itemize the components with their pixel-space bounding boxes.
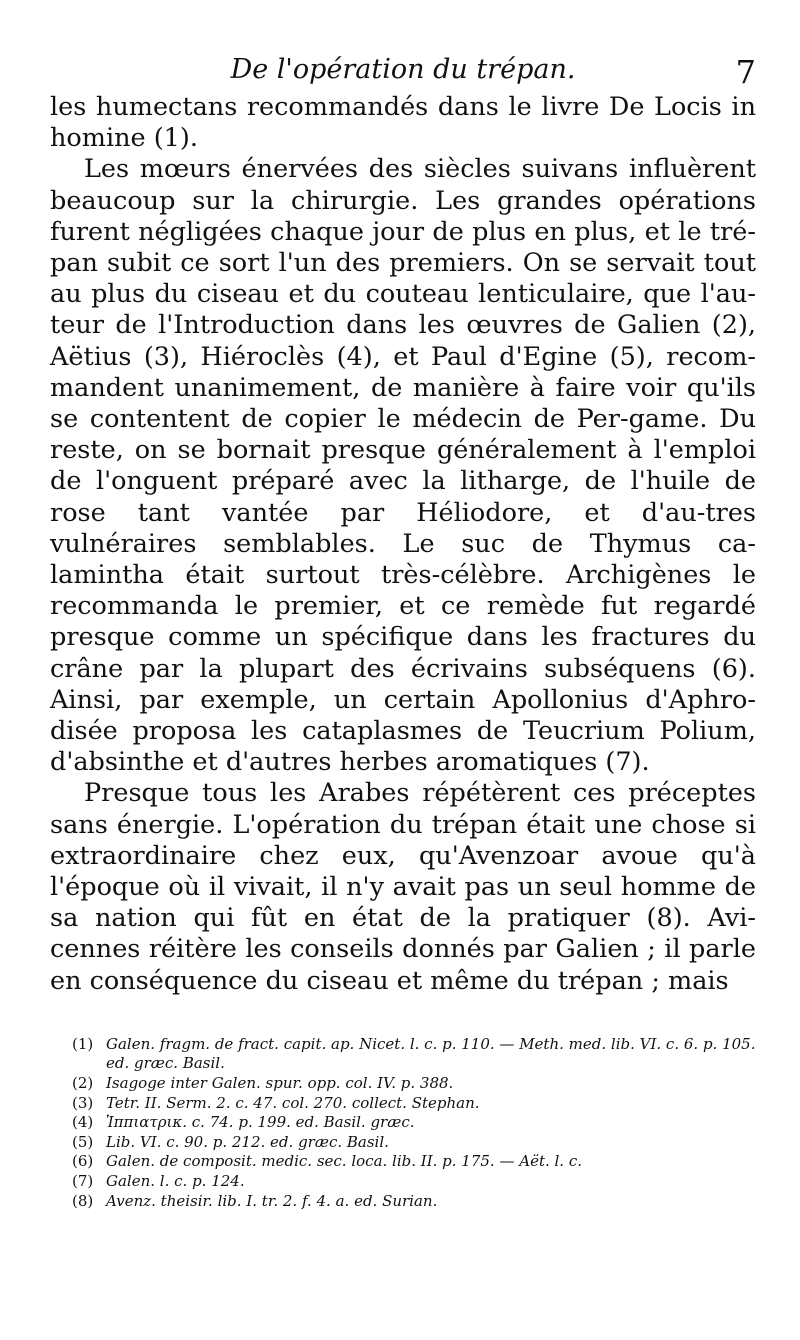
footnote-text: Isagoge inter Galen. spur. opp. col. IV. p. 388. [106,1074,454,1093]
paragraph: Les mœurs énervées des siècles suivans influèrent beaucoup sur la chirurgie. Les grandes opérations furent négligées chaque jour de plus en plus, et le tré-pan subit ce sort l'un des premiers. On se servait tout au plus du ciseau et du couteau lenticulaire, que l'au-teur de l'Introduction dans les œuvres de Galien (2), Aëtius (3), Hiéroclès (4), et Paul d'Egine (5), recom-mandent unanimement, de manière à faire voir qu'ils se contentent de copier le médecin de Per-game. Du reste, on se bornait presque généralement à l'emploi de l'onguent préparé avec la litharge, de l'huile de rose tant vantée par Héliodore, et d'au-tres vulnéraires semblables. Le suc de Thymus ca-lamintha était surtout très-célèbre. Archigènes le recommanda le premier, et ce remède fut regardé presque comme un spécifique dans les fractures du crâne par la plupart des écrivains subséquens (6). Ainsi, par exemple, un certain Apollonius d'Aphro-disée proposa les cataplasmes de Teucrium Polium, d'absinthe et d'autres herbes aromatiques (7). [50,154,756,778]
footnote-2 [72,1074,756,1094]
footnotes [50,1035,756,1211]
paragraph-continuation: les humectans recommandés dans le livre De Locis in homine (1). [50,92,756,154]
body-text [50,92,756,997]
footnote-number: (7) [72,1172,94,1191]
book-page [50,48,756,1211]
footnote-8 [72,1192,756,1212]
footnote-7 [72,1172,756,1192]
footnote-text: Tetr. II. Serm. 2. c. 47. col. 270. collect. Stephan. [106,1093,480,1112]
paragraph: Presque tous les Arabes répétèrent ces préceptes sans énergie. L'opération du trépan était une chose si extraordinaire chez eux, qu'Avenzoar avoue qu'à l'époque où il vivait, il n'y avait pas un seul homme de sa nation qui fût en état de la pratiquer (8). Avi-cennes réitère les conseils donnés par Galien ; il parle en conséquence du ciseau et même du trépan ; mais [50,778,756,996]
footnote-number: (2) [72,1074,94,1093]
footnote-6 [72,1152,756,1172]
running-title: De l'opération du trépan. [230,54,576,85]
footnote-number: (4) [72,1113,94,1132]
footnote-text: Galen. l. c. p. 124. [106,1172,245,1191]
footnote-text: Galen. fragm. de fract. capit. ap. Nicet. l. c. p. 110. — Meth. med. lib. VI. c. 6. p. 105. ed. græc. Basil. [106,1034,756,1073]
footnote-text: Avenz. theisir. lib. I. tr. 2. f. 4. a. ed. Surian. [106,1191,438,1210]
footnote-number: (8) [72,1191,94,1210]
footnote-5 [72,1133,756,1153]
footnote-number: (6) [72,1152,94,1171]
footnote-number: (1) [72,1034,94,1053]
footnote-number: (3) [72,1093,94,1112]
footnote-text: Lib. VI. c. 90. p. 212. ed. græc. Basil. [106,1132,389,1151]
footnote-1 [72,1035,756,1074]
running-header [50,48,756,92]
footnote-text: Ἱππιατρικ. c. 74. p. 199. ed. Basil. græc. [106,1113,415,1132]
footnote-number: (5) [72,1132,94,1151]
footnote-text: Galen. de composit. medic. sec. loca. lib. II. p. 175. — Aët. l. c. [106,1152,583,1171]
page-number: 7 [735,53,756,91]
footnote-4 [72,1113,756,1133]
footnote-3 [72,1094,756,1114]
